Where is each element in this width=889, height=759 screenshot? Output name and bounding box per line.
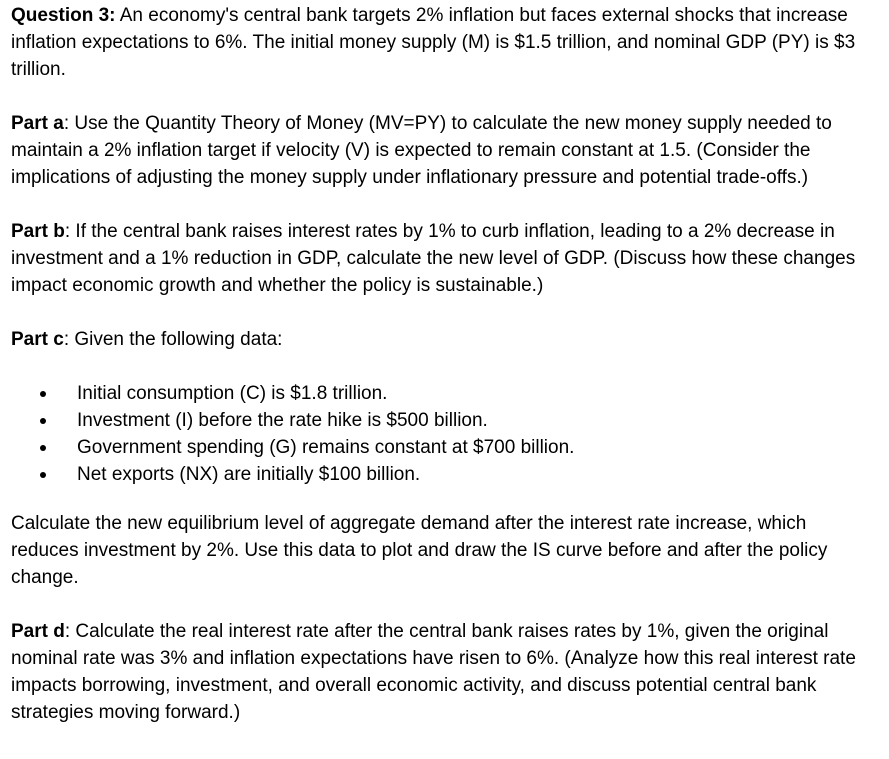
part-b-text: : If the central bank raises interest rates by 1% to curb inflation, leading to a 2% decrease in investment and a 1% reduction in GDP, calculate the new level of GDP. (Discuss how these changes impact economic growth and whether the policy is sustainable.) — [11, 221, 856, 296]
part-a-text: : Use the Quantity Theory of Money (MV=PY) to calculate the new money supply needed to maintain a 2% inflation target if velocity (V) is expected to remain constant at 1.5. (Consider the implications of adjusting the money supply under inflationary pressure and potential trade-offs.) — [11, 113, 832, 188]
question-3-label: Question 3: — [11, 5, 116, 26]
bullet-icon — [40, 391, 46, 397]
list-item — [11, 407, 875, 434]
list-item — [11, 380, 875, 407]
part-b-paragraph — [11, 218, 875, 299]
spacer — [11, 488, 875, 510]
part-c-bullet-list — [11, 380, 875, 488]
part-c-label: Part c — [11, 329, 64, 350]
spacer — [11, 299, 875, 326]
part-b-label: Part b — [11, 221, 65, 242]
part-d-text: : Calculate the real interest rate after the central bank raises rates by 1%, given the original nominal rate was 3% and inflation expectations have risen to 6%. (Analyze how this real interest rate impacts borrowing, investment, and overall economic activity, and discuss potential central bank strategies moving forward.) — [11, 621, 856, 723]
part-d-label: Part d — [11, 621, 65, 642]
bullet-text: Initial consumption (C) is $1.8 trillion. — [77, 383, 388, 404]
part-a-paragraph — [11, 110, 875, 191]
bullet-text: Government spending (G) remains constant at $700 billion. — [77, 437, 575, 458]
part-d-paragraph — [11, 618, 875, 726]
bullet-icon — [40, 418, 46, 424]
bullet-text: Investment (I) before the rate hike is $500 billion. — [77, 410, 488, 431]
spacer — [11, 191, 875, 218]
part-c-followup-paragraph: Calculate the new equilibrium level of aggregate demand after the interest rate increase, which reduces investment by 2%. Use this data to plot and draw the IS curve before and after the policy change. — [11, 513, 828, 588]
list-item — [11, 434, 875, 461]
question-3-text: An economy's central bank targets 2% inflation but faces external shocks that increase inflation expectations to 6%. The initial money supply (M) is $1.5 trillion, and nominal GDP (PY) is $3 trillion. — [11, 5, 856, 80]
question-3-paragraph — [11, 2, 875, 83]
bullet-text: Net exports (NX) are initially $100 billion. — [77, 464, 421, 485]
bullet-icon — [40, 472, 46, 478]
part-c-text: : Given the following data: — [63, 329, 283, 350]
spacer — [11, 591, 875, 618]
list-item — [11, 461, 875, 488]
part-c-paragraph — [11, 326, 875, 353]
spacer — [11, 353, 875, 380]
spacer — [11, 83, 875, 110]
bullet-icon — [40, 445, 46, 451]
part-a-label: Part a — [11, 113, 64, 134]
